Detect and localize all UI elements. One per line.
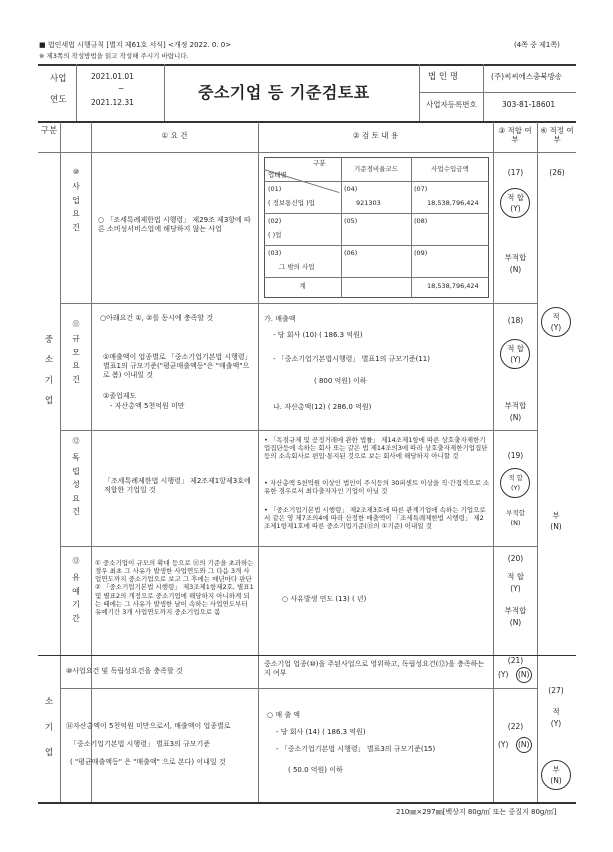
small-row2-req2: 「중소기업기본법 시행령」 별표3의 규모기준 [70,740,211,748]
scale-fit: 적 합 [507,344,524,353]
grace-unfit-n: (N) [509,618,522,627]
scale-req2: ①매출액이 업종별로 「중소기업기본법 시행령」 별표1의 규모기준("평균매출액등"은 "매출액"으로 봄) 이내일 것 [103,353,252,379]
divider [419,92,576,93]
divider [264,213,489,214]
period-tilde: ~ [118,84,125,93]
total-label: 계 [299,282,306,290]
divider [60,688,537,689]
corp-name: (주)씨씨에스충북방송 [491,72,563,81]
row2-code-no: (05) [344,217,358,225]
scale-rev4: ( 800 억원) 이하 [314,377,367,385]
biz-unfit: 부적합 [504,253,527,262]
divider [264,245,489,246]
sme-judge: 적 [552,312,560,321]
small-row1-y: (Y) [498,670,509,679]
small-judge-y: (Y) [550,719,562,728]
scale-rev1: 가. 매출액 [264,315,296,323]
paper-spec: 210㎜×297㎜[백상지 80g/㎡ 또는 중질지 80g/㎡] [396,808,557,816]
instruction-note: ※ 제3쪽의 작성방법을 읽고 작성해 주시기 바랍니다. [39,52,189,60]
divider [91,122,92,802]
grace-unfit: 부적합 [504,606,527,615]
small-row1-rev: 중소기업 업종(⑩)을 주된사업으로 영위하고, 독립성요건(⑫)을 충족하는지 여부 [264,660,485,677]
divider [60,546,537,547]
indep-num: ⑫ [72,437,80,445]
divider [264,181,489,182]
period-start: 2021.01.01 [91,72,134,81]
divider [60,122,61,802]
title-bottom-border [38,121,576,123]
indep-fit: 적 합 [508,474,523,482]
indep-fit-y: (Y) [510,484,521,492]
column-review: ② 검 토 내 용 [352,131,399,140]
scale-unfit-n: (N) [509,413,522,422]
scale-req1: ○아래요건 ①, ②를 동시에 충족할 것 [100,314,214,322]
divider [493,122,494,802]
col-code: 기준경비율코드 [354,165,398,173]
small-rev4: ( 50.0 억원) 이하 [288,766,343,774]
row1-amt: 18,538,796,424 [427,199,479,207]
biz-requirement: ○ 「조세특례제한법 시행령」 제29조 제3항에 따른 소비성서비스업에 해당하지 않는 사업 [98,216,251,233]
small-rev3: - 「중소기업기본법 시행령」 별표3의 규모기준(15) [276,745,436,753]
small-row2-req1: ⑭자산총액이 5천억원 미만으로서, 매출액이 업종별로 [66,722,231,730]
indep-unfit-n: (N) [510,519,521,527]
grace-fit: 적 합 [507,572,524,581]
small-row1-n: (N) [518,670,530,679]
top-border [38,64,576,66]
indep-rev3: • 「중소기업기본법 시행령」 제2조제3호에 따른 관계기업에 속하는 기업으로서 같은 영 제7조의4에 따라 산정한 매출액이 「조세특례제한법 시행령」 제2조제1항제1호에 따른 중소기업기준(⑪의 ①기준) 이내일 것 [264,506,486,531]
column-fit: ③ 적합 여부 [498,126,532,145]
biz-num: ⑩ [72,168,80,176]
grace-fit-y: (Y) [510,584,521,593]
biz-no-label: 사업자등록번호 [426,100,477,109]
divider [537,122,538,802]
row3-name: 그 밖의 사업 [279,263,315,271]
scale-fit-y: (Y) [510,355,521,364]
column-judge: ④ 적정 여부 [540,126,574,145]
sme-judge-n: (N) [550,522,562,531]
row1-amt-no: (07) [414,185,428,193]
scale-rev2: - 당 회사 (10) ( 186.3 억원) [273,331,363,339]
page-count: (4쪽 중 제1쪽) [514,41,560,49]
biz-no: 303-81-18601 [502,100,556,109]
year-label: 사업 [50,74,67,84]
total-amt: 18,538,796,424 [427,282,479,290]
section-divider [38,655,576,656]
small-rev2: - 당 회사 (14) ( 186.3 억원) [276,728,366,736]
row1-code-no: (04) [344,185,358,193]
row1-no: (01) [268,185,282,193]
biz-label: 사 업 요 건 [72,182,80,232]
small-row1-req: ⑩사업요건 및 독립성요건을 충족할 것 [66,667,183,675]
small-row2-y: (Y) [498,740,509,749]
small-row1-fit-no: (21) [507,656,524,665]
scale-label: 규 모 요 건 [72,334,80,384]
row2-no: (02) [268,217,282,225]
grace-label: 유 예 기 간 [72,573,80,623]
divider [264,277,489,278]
row1-name: ( 정보통신업 )업 [268,199,315,207]
scale-req3: ②졸업제도 [103,392,137,400]
row2-name: ( )업 [268,231,282,239]
form-reference: ■ 법인세법 시행규칙 [별지 제61호 서식] <개정 2022. 0. 0> [39,41,232,49]
row1-code: 921303 [356,199,381,207]
small-row2-n: (N) [518,740,530,749]
period-end: 2021.12.31 [91,98,134,107]
scale-unfit: 부적합 [504,401,527,410]
corp-name-label: 법 인 명 [428,72,459,82]
divider [258,122,259,802]
small-row2-fit-no: (22) [507,722,524,731]
row3-code-no: (06) [344,249,358,257]
biz-judge-no: (26) [549,168,565,177]
divider [164,64,165,121]
divider [76,64,77,121]
indep-label: 독 립 성 요 건 [72,453,80,517]
row2-amt-no: (08) [414,217,428,225]
indep-requirement: 「조세특례제한법 시행령」 제2조제1항제3호에 적합한 기업일 것 [104,477,251,494]
biz-fit: 적 합 [507,193,524,202]
section-label-sme: 중 소 기 업 [44,335,54,407]
document-title: 중소기업 등 기준검토표 [198,83,370,102]
biz-fit-no: (17) [507,168,524,177]
col-income: 사업수입금액 [431,165,469,173]
grace-num: ⑬ [72,557,80,565]
grace-review: ○ 사유발생 연도 (13) ( 년) [282,595,367,603]
indep-unfit: 부적합 [506,509,525,517]
sme-judge-no: 부 [552,511,560,520]
indep-rev2: • 자산총액 5천억원 이상인 법인이 주식등의 30퍼센트 이상을 직·간접적으로 소유한 경우로서 최다출자자인 기업이 아닐 것 [264,479,490,496]
header-bottom-border [38,152,576,153]
indep-fit-no: (19) [507,451,524,460]
small-judge2: 부 [552,765,560,774]
indep-rev1: • 「독점규제 및 공정거래에 관한 법률」 제14조제1항에 따른 상호출자제한기업집단등에 속하는 회사 또는 같은 법 제14조의3에 따라 상호출자제한기업집단등의 소속회사로 편입·통지된 것으로 보는 회사에 해당하지 아니할 것 [264,436,488,461]
row3-no: (03) [268,249,282,257]
grace-fit-no: (20) [507,554,524,563]
small-row2-req3: ( "평균매출액등" 은 "매출액" 으로 본다) 이내일 것 [70,758,226,766]
scale-req4: - 자산총액 5천억원 미만 [110,402,185,410]
table-bottom-border [38,802,576,804]
small-judge: 적 [552,707,560,716]
year-label: 연도 [50,95,67,105]
scale-rev3: - 「중소기업기본법시행령」 별표1의 규모기준(11) [273,355,430,363]
divider [60,303,537,304]
row3-amt-no: (09) [414,249,428,257]
biz-unfit-n: (N) [509,265,522,274]
grace-requirement: ① 중소기업이 규모의 확대 등으로 ⑪의 기준을 초과하는 경우 최초 그 사유가 발생한 사업연도와 그 다음 3개 사업연도까지 중소기업으로 보고 그 후에는 매년마다 판단 ② 「중소기업기본법 시행령」 제3조제1항제2호, 별표1 및 별표2의 개정으로 중소기업에 해당하지 아니하게 되는 때에는 그 사유가 발생한 날이 속하는 사업연도부터 유예기간 3개 사업연도까지 중소기업으로 봄 [95,559,254,616]
table-header-top: 구분 [313,159,326,167]
small-judge2-n: (N) [550,776,562,785]
sme-judge-y: (Y) [550,323,562,332]
scale-rev5: 나. 자산총액(12) ( 286.0 억원) [273,403,372,411]
small-judge-no: (27) [548,686,564,695]
section-label-small: 소 기 업 [44,697,54,758]
divider [60,430,537,431]
table-header-bottom: 업태별 [268,171,287,179]
scale-fit-no: (18) [507,316,524,325]
small-rev1: ○ 매 출 액 [267,711,301,719]
column-category: 구분 [40,126,58,136]
column-requirement: ① 요 건 [161,131,188,140]
fit-selected-circle [500,468,530,498]
biz-fit-y: (Y) [510,204,521,213]
scale-num: ⑪ [72,320,80,328]
